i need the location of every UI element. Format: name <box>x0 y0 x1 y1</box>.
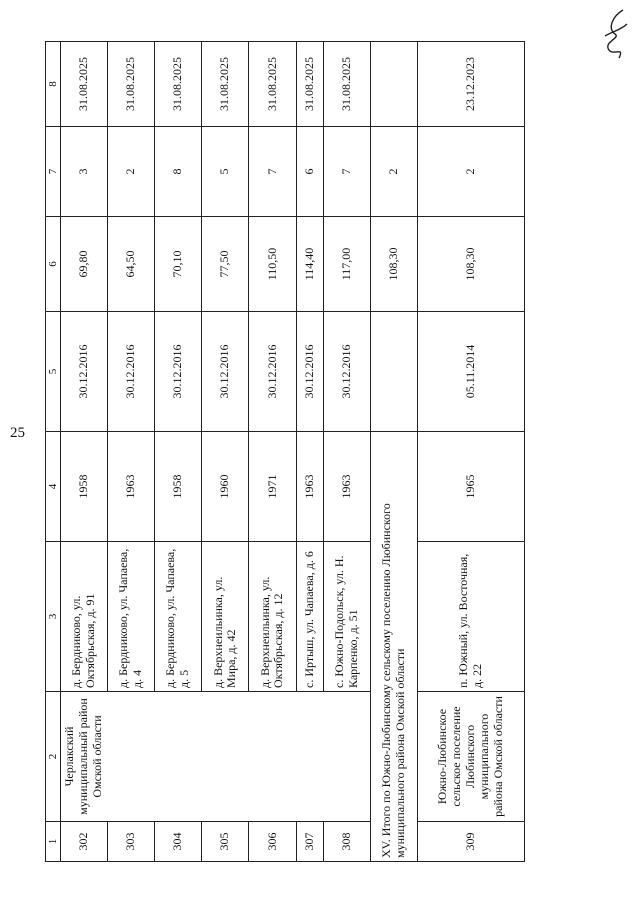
count-cell: 8 <box>155 127 202 217</box>
date-cell: 30.12.2016 <box>296 312 323 432</box>
date-cell: 30.12.2016 <box>249 312 296 432</box>
count-cell: 2 <box>108 127 155 217</box>
deadline-cell: 31.08.2025 <box>249 42 296 127</box>
col-num: 3 <box>46 542 61 692</box>
count-cell: 7 <box>323 127 370 217</box>
year-cell: 1960 <box>202 432 249 542</box>
row-number: 309 <box>417 822 524 862</box>
area-cell: 69,80 <box>61 217 108 312</box>
date-cell: 30.12.2016 <box>202 312 249 432</box>
address-cell: д. Бердниково, ул. Чапаева, д. 5 <box>155 542 202 692</box>
deadline-cell: 31.08.2025 <box>61 42 108 127</box>
row-number: 306 <box>249 822 296 862</box>
col-num: 6 <box>46 217 61 312</box>
col-num: 1 <box>46 822 61 862</box>
count-cell: 3 <box>61 127 108 217</box>
address-cell: д. Верхнеильинка, ул. Мира, д. 42 <box>202 542 249 692</box>
date-cell: 30.12.2016 <box>323 312 370 432</box>
table-row <box>417 42 524 862</box>
settlement-cell: Южно-Любинское сельское поселение Любинского муниципального района Омской области <box>417 692 524 822</box>
date-cell: 05.11.2014 <box>417 312 524 432</box>
row-number: 305 <box>202 822 249 862</box>
subtotal-label: XV. Итого по Южно-Любинскому сельскому поселению Любинского муниципального района Омской области <box>370 432 417 862</box>
area-cell: 110,50 <box>249 217 296 312</box>
year-cell: 1958 <box>155 432 202 542</box>
row-number: 307 <box>296 822 323 862</box>
col-num: 4 <box>46 432 61 542</box>
year-cell: 1965 <box>417 432 524 542</box>
subtotal-area: 108,30 <box>370 217 417 312</box>
address-cell: с. Южно-Подольск, ул. Н. Карпенко, д. 51 <box>323 542 370 692</box>
deadline-cell: 31.08.2025 <box>155 42 202 127</box>
col-num: 5 <box>46 312 61 432</box>
deadline-cell: 31.08.2025 <box>108 42 155 127</box>
year-cell: 1958 <box>61 432 108 542</box>
col-num: 2 <box>46 692 61 822</box>
date-cell: 30.12.2016 <box>108 312 155 432</box>
address-cell: д. Верхнеильинка, ул. Октябрьская, д. 12 <box>249 542 296 692</box>
year-cell: 1963 <box>108 432 155 542</box>
count-cell: 6 <box>296 127 323 217</box>
date-cell: 30.12.2016 <box>155 312 202 432</box>
address-cell: д. Бердниково, ул. Чапаева, д. 4 <box>108 542 155 692</box>
area-cell: 117,00 <box>323 217 370 312</box>
row-number: 304 <box>155 822 202 862</box>
col-num: 8 <box>46 42 61 127</box>
empty-cell <box>370 42 417 127</box>
year-cell: 1963 <box>323 432 370 542</box>
housing-table <box>45 41 525 862</box>
address-cell: с. Иртыш, ул. Чапаева, д. 6 <box>296 542 323 692</box>
deadline-cell: 23.12.2023 <box>417 42 524 127</box>
table-row <box>61 42 108 862</box>
row-number: 302 <box>61 822 108 862</box>
page-number: 25 <box>10 425 25 441</box>
subtotal-count: 2 <box>370 127 417 217</box>
area-cell: 108,30 <box>417 217 524 312</box>
empty-cell <box>370 312 417 432</box>
count-cell: 5 <box>202 127 249 217</box>
area-cell: 70,10 <box>155 217 202 312</box>
subtotal-row <box>370 42 417 862</box>
row-number: 308 <box>323 822 370 862</box>
deadline-cell: 31.08.2025 <box>323 42 370 127</box>
row-number: 303 <box>108 822 155 862</box>
col-num: 7 <box>46 127 61 217</box>
date-cell: 30.12.2016 <box>61 312 108 432</box>
address-cell: д. Бердниково, ул. Октябрьская, д. 91 <box>61 542 108 692</box>
area-cell: 114,40 <box>296 217 323 312</box>
count-cell: 7 <box>249 127 296 217</box>
district-cell: Черлакский муниципальный район Омской области <box>61 692 371 822</box>
deadline-cell: 31.08.2025 <box>296 42 323 127</box>
column-numbers-row <box>46 42 61 862</box>
year-cell: 1971 <box>249 432 296 542</box>
year-cell: 1963 <box>296 432 323 542</box>
area-cell: 64,50 <box>108 217 155 312</box>
document-table-rotated <box>45 42 525 862</box>
deadline-cell: 31.08.2025 <box>202 42 249 127</box>
address-cell: п. Южный, ул. Восточная, д. 22 <box>417 542 524 692</box>
area-cell: 77,50 <box>202 217 249 312</box>
count-cell: 2 <box>417 127 524 217</box>
handwritten-signature <box>595 6 633 66</box>
